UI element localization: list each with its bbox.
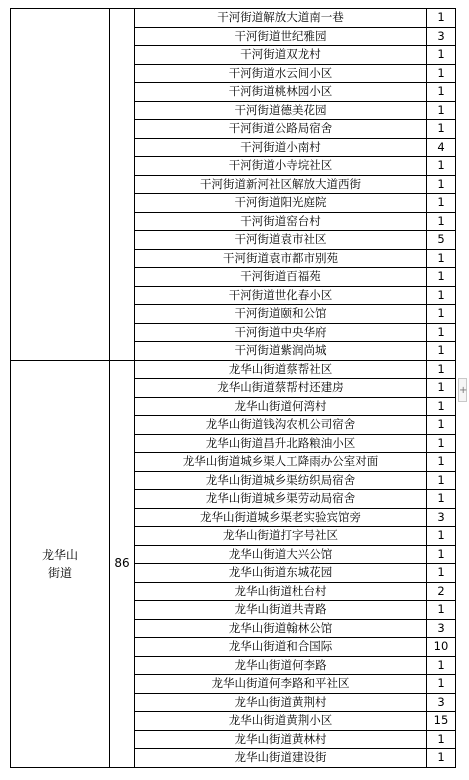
location-name-cell: 龙华山街道翰林公馆 bbox=[135, 619, 427, 638]
case-count-cell: 1 bbox=[427, 675, 456, 694]
case-count-cell: 1 bbox=[427, 305, 456, 324]
case-count-cell: 1 bbox=[427, 157, 456, 176]
case-count-cell: 1 bbox=[427, 9, 456, 28]
case-count-cell: 5 bbox=[427, 231, 456, 250]
case-count-cell: 1 bbox=[427, 601, 456, 620]
location-name-cell: 干河街道阳光庭院 bbox=[135, 194, 427, 213]
case-count-cell: 2 bbox=[427, 582, 456, 601]
case-count-cell: 3 bbox=[427, 693, 456, 712]
case-count-cell: 3 bbox=[427, 619, 456, 638]
case-count-cell: 1 bbox=[427, 286, 456, 305]
location-name-cell: 龙华山街道城乡渠老实验宾馆旁 bbox=[135, 508, 427, 527]
location-name-cell: 干河街道双龙村 bbox=[135, 46, 427, 65]
district-cell bbox=[11, 9, 110, 361]
location-name-cell: 龙华山街道何李路 bbox=[135, 656, 427, 675]
case-count-cell: 1 bbox=[427, 471, 456, 490]
case-count-cell: 15 bbox=[427, 712, 456, 731]
case-count-cell: 4 bbox=[427, 138, 456, 157]
location-name-cell: 干河街道世纪雅园 bbox=[135, 27, 427, 46]
district-cell: 龙华山街道 bbox=[11, 360, 110, 767]
location-name-cell: 龙华山街道何湾村 bbox=[135, 397, 427, 416]
case-count-cell: 1 bbox=[427, 453, 456, 472]
case-count-cell: 3 bbox=[427, 508, 456, 527]
case-count-cell: 1 bbox=[427, 175, 456, 194]
case-count-cell: 1 bbox=[427, 268, 456, 287]
table-row bbox=[11, 9, 456, 28]
location-name-cell: 干河街道紫润尚城 bbox=[135, 342, 427, 361]
address-table bbox=[10, 8, 456, 768]
case-count-cell: 1 bbox=[427, 46, 456, 65]
location-name-cell: 龙华山街道城乡渠纺织局宿舍 bbox=[135, 471, 427, 490]
case-count-cell: 1 bbox=[427, 527, 456, 546]
case-count-cell: 1 bbox=[427, 101, 456, 120]
case-count-cell: 1 bbox=[427, 416, 456, 435]
location-name-cell: 龙华山街道何李路和平社区 bbox=[135, 675, 427, 694]
case-count-cell: 1 bbox=[427, 379, 456, 398]
case-count-cell: 1 bbox=[427, 564, 456, 583]
case-count-cell: 1 bbox=[427, 249, 456, 268]
location-name-cell: 龙华山街道黄林村 bbox=[135, 730, 427, 749]
case-count-cell: 1 bbox=[427, 656, 456, 675]
case-count-cell: 10 bbox=[427, 638, 456, 657]
case-count-cell: 1 bbox=[427, 212, 456, 231]
case-count-cell: 1 bbox=[427, 64, 456, 83]
location-name-cell: 龙华山街道和合国际 bbox=[135, 638, 427, 657]
location-name-cell: 龙华山街道东城花园 bbox=[135, 564, 427, 583]
case-count-cell: 1 bbox=[427, 730, 456, 749]
location-name-cell: 龙华山街道黄荆村 bbox=[135, 693, 427, 712]
case-count-cell: 1 bbox=[427, 83, 456, 102]
scroll-handle[interactable]: + bbox=[458, 378, 467, 402]
location-name-cell: 干河街道水云间小区 bbox=[135, 64, 427, 83]
case-count-cell: 1 bbox=[427, 434, 456, 453]
district-total-cell: 86 bbox=[110, 360, 135, 767]
case-count-cell: 1 bbox=[427, 120, 456, 139]
location-name-cell: 干河街道袁市都市别苑 bbox=[135, 249, 427, 268]
address-table-body bbox=[11, 9, 456, 768]
case-count-cell: 1 bbox=[427, 323, 456, 342]
location-name-cell: 干河街道小寺垸社区 bbox=[135, 157, 427, 176]
table-row bbox=[11, 360, 456, 379]
location-name-cell: 龙华山街道杜台村 bbox=[135, 582, 427, 601]
location-name-cell: 干河街道颐和公馆 bbox=[135, 305, 427, 324]
case-count-cell: 1 bbox=[427, 194, 456, 213]
location-name-cell: 干河街道世化春小区 bbox=[135, 286, 427, 305]
location-name-cell: 龙华山街道建设街 bbox=[135, 749, 427, 768]
location-name-cell: 干河街道桃林园小区 bbox=[135, 83, 427, 102]
location-name-cell: 龙华山街道蔡帮村还建房 bbox=[135, 379, 427, 398]
location-name-cell: 干河街道德美花园 bbox=[135, 101, 427, 120]
location-name-cell: 龙华山街道大兴公馆 bbox=[135, 545, 427, 564]
address-table-container bbox=[10, 8, 455, 768]
case-count-cell: 1 bbox=[427, 749, 456, 768]
location-name-cell: 干河街道解放大道南一巷 bbox=[135, 9, 427, 28]
location-name-cell: 龙华山街道城乡渠人工降雨办公室对面 bbox=[135, 453, 427, 472]
location-name-cell: 干河街道新河社区解放大道西街 bbox=[135, 175, 427, 194]
district-total-cell bbox=[110, 9, 135, 361]
location-name-cell: 龙华山街道城乡渠劳动局宿舍 bbox=[135, 490, 427, 509]
location-name-cell: 干河街道小南村 bbox=[135, 138, 427, 157]
case-count-cell: 1 bbox=[427, 545, 456, 564]
location-name-cell: 干河街道袁市社区 bbox=[135, 231, 427, 250]
case-count-cell: 1 bbox=[427, 490, 456, 509]
location-name-cell: 龙华山街道共青路 bbox=[135, 601, 427, 620]
case-count-cell: 1 bbox=[427, 360, 456, 379]
location-name-cell: 干河街道公路局宿舍 bbox=[135, 120, 427, 139]
location-name-cell: 龙华山街道黄荆小区 bbox=[135, 712, 427, 731]
location-name-cell: 龙华山街道蔡帮社区 bbox=[135, 360, 427, 379]
case-count-cell: 1 bbox=[427, 342, 456, 361]
case-count-cell: 1 bbox=[427, 397, 456, 416]
location-name-cell: 干河街道中央华府 bbox=[135, 323, 427, 342]
location-name-cell: 龙华山街道昌升北路粮油小区 bbox=[135, 434, 427, 453]
case-count-cell: 3 bbox=[427, 27, 456, 46]
location-name-cell: 龙华山街道钱沟农机公司宿舍 bbox=[135, 416, 427, 435]
location-name-cell: 干河街道百福苑 bbox=[135, 268, 427, 287]
location-name-cell: 龙华山街道打字号社区 bbox=[135, 527, 427, 546]
location-name-cell: 干河街道窑台村 bbox=[135, 212, 427, 231]
